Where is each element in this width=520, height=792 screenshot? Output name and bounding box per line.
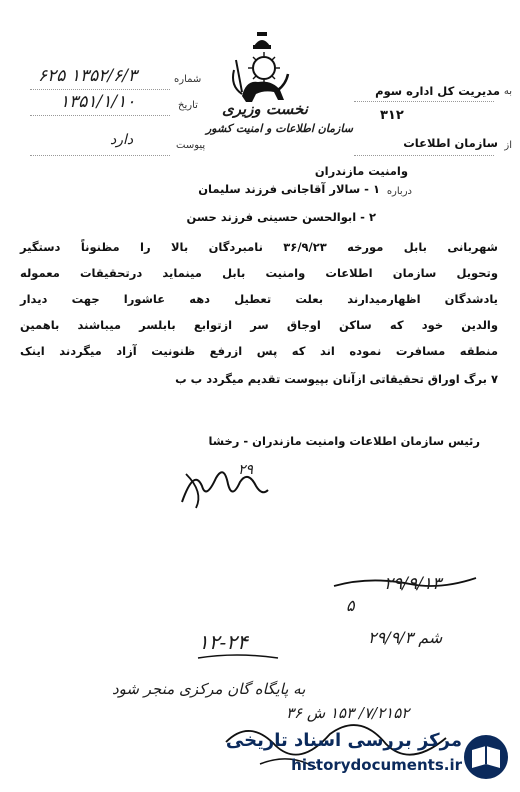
body-line-5: منطقه مسافرت نموده اند که پس ازرفع ظنونیت آزاد میگردند اینک — [20, 344, 498, 358]
to-label: به — [503, 86, 512, 97]
number-label: شماره — [174, 74, 202, 85]
body-line-1: شهربانی بابل مورخه ۳۶/۹/۲۳ نامبردگان بالا را مظنوناً دستگیر — [20, 240, 498, 254]
handwritten-reference: ۷/۲۱۵۲/ ۱۵۳ ش ۳۶ — [286, 704, 410, 722]
ministry-title: نخست وزیری — [222, 100, 308, 118]
from-rule — [354, 154, 494, 156]
number-rule — [30, 88, 170, 90]
note-2: ۵ — [346, 596, 355, 615]
note-3: شم ۲۹/۹/۳ — [368, 628, 443, 647]
signature-date: ۲۹ — [238, 462, 254, 478]
letter-code: ۳۱۲ — [380, 108, 404, 123]
from-value: سازمان اطلاعات — [403, 136, 498, 150]
attachment-label: پیوست — [176, 140, 206, 151]
crown-icon — [253, 32, 271, 49]
date-underline — [196, 652, 280, 662]
watermark-title: مرکز بررسی اسناد تاریخی — [225, 730, 462, 751]
book-logo-icon — [462, 734, 510, 780]
lion-icon — [233, 60, 288, 102]
body-line-4: والدین خود که ساکن اوجاق سر ازتوابع بابلسر میباشند باهمین — [20, 318, 498, 332]
sun-icon — [248, 52, 280, 84]
lion-and-sun-emblem — [228, 30, 298, 108]
handwritten-remark: به پایگاه گان مرکزی منجر شود — [112, 680, 306, 698]
attachment-rule — [30, 154, 170, 156]
subject-label: درباره — [386, 186, 412, 197]
date-rule — [30, 114, 170, 116]
subject-line-1: ۱ - سالار آقاجانی فرزند سلیمان — [198, 182, 380, 196]
handwritten-signature — [176, 456, 272, 510]
body-line-6: ۷ برگ اوراق تحقیقاتی ازآنان بپیوست تقدیم میگردد ب ب — [175, 372, 498, 386]
body-line-2: وتحویل سازمان اطلاعات وامنیت بابل مینماید درتحقیقات معموله — [20, 266, 498, 280]
subject-line-2: ۲ - ابوالحسن حسینی فرزند حسن — [186, 210, 376, 224]
date-value: ۱۳۵۱/۱/۱۰ — [60, 92, 136, 112]
from-unit: وامنیت مازندران — [314, 164, 408, 178]
date-label: تاریخ — [178, 100, 198, 111]
body-line-3: یادشدگان اظهارمیدارند بعلت تعطیل دهه عاشورا جهت دیدار — [20, 292, 498, 306]
number-value: ۱۳۵۲/۶/۳ ۶۲۵ — [38, 66, 138, 86]
to-rule — [354, 100, 494, 102]
attachment-value: دارد — [110, 132, 134, 148]
signature-line: رئیس سازمان اطلاعات وامنیت مازندران - رخشا — [208, 434, 480, 448]
agency-title: سازمان اطلاعات و امنیت کشور — [206, 122, 353, 135]
to-value: مدیریت کل اداره سوم — [375, 84, 500, 98]
date-mark: ۱۲-۲۴ — [198, 630, 248, 654]
from-label: از — [504, 140, 512, 151]
note-1: ۲۹/۹/۱۳ — [384, 574, 442, 594]
watermark-url: historydocuments.ir — [291, 756, 462, 774]
